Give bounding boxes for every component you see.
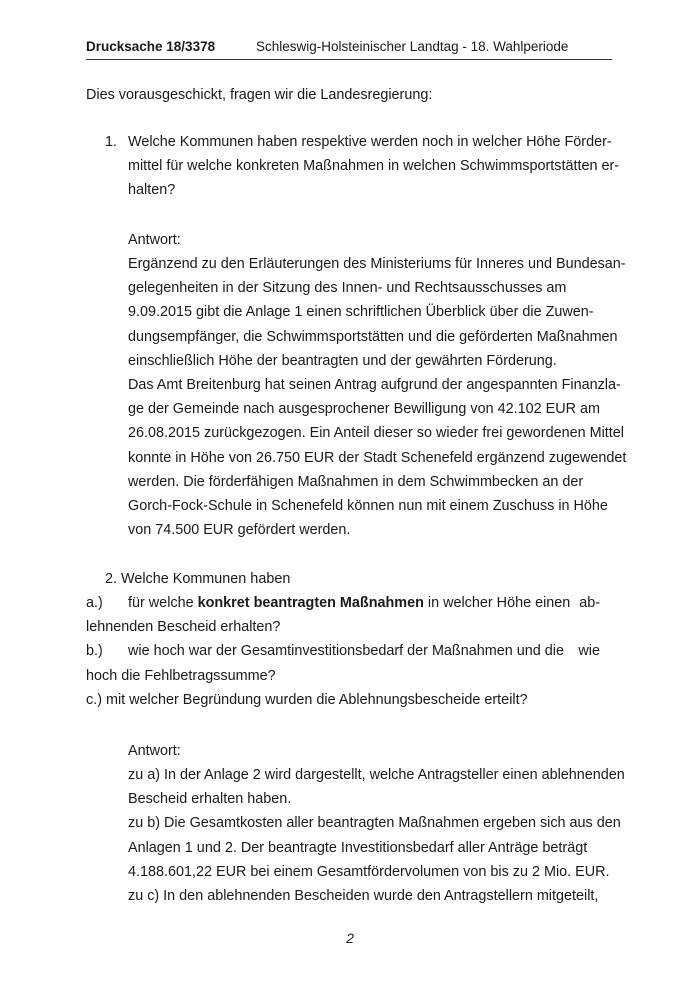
question-1-number: 1.	[105, 134, 118, 150]
answer-1-line: 9.09.2015 gibt die Anlage 1 einen schriftlichen Überblick über die Zuwen-	[128, 304, 594, 321]
answer-1-line: konnte in Höhe von 26.750 EUR der Stadt Schenefeld ergänzend zugewendet	[128, 449, 627, 466]
answer-1-line: Gorch-Fock-Schule in Schenefeld können nun mit einem Zuschuss in Höhe	[128, 497, 608, 514]
question-1-line: halten?	[128, 182, 176, 199]
question-2a-bold: konkret beantragten Maßnahmen	[197, 595, 424, 611]
answer-2-label: Antwort:	[128, 743, 181, 759]
answer-1-line: gelegenheiten in der Sitzung des Innen- und Rechtsausschusses am	[128, 280, 567, 297]
page-header	[86, 38, 612, 60]
question-2a	[86, 591, 600, 615]
answer-1-line: Das Amt Breitenburg hat seinen Antrag aufgrund der angespannten Finanzla-	[128, 376, 621, 393]
answer-2-line: zu c) In den ablehnenden Bescheiden wurde den Antragstellern mitgeteilt,	[128, 887, 599, 904]
answer-1-line: werden. Die förderfähigen Maßnahmen in dem Schwimmbecken an der	[128, 473, 584, 490]
answer-2-line: Anlagen 1 und 2. Der beantragte Investitionsbedarf aller Anträge beträgt	[128, 839, 588, 856]
answer-2-line: Bescheid erhalten haben.	[128, 791, 292, 808]
legislature-title: Schleswig-Holsteinischer Landtag - 18. Wahlperiode	[256, 39, 569, 54]
answer-1	[128, 252, 626, 542]
question-2b-label: b.)	[86, 643, 103, 660]
question-2a-post: in welcher Höhe einen	[423, 595, 571, 611]
question-2b-text: wie hoch war der Gesamtinvestitionsbedarf der Maßnahmen und die	[128, 643, 564, 660]
intro-text: Dies vorausgeschickt, fragen wir die Landesregierung:	[86, 87, 433, 103]
question-2b-tail: wie	[578, 643, 600, 660]
answer-2-line: zu b) Die Gesamtkosten aller beantragten Maßnahmen ergeben sich aus den	[128, 815, 621, 832]
answer-1-line: einschließlich Höhe der beantragten und der gewährten Förderung.	[128, 352, 557, 369]
answer-2	[128, 763, 625, 908]
answer-1-line: dungsempfänger, die Schwimmsportstätten und die geförderten Maßnahmen	[128, 328, 618, 345]
question-2c: c.) mit welcher Begründung wurden die Ablehnungsbescheide erteilt?	[86, 691, 528, 708]
answer-2-line: 4.188.601,22 EUR bei einem Gesamtfördervolumen von bis zu 2 Mio. EUR.	[128, 863, 610, 880]
question-2a-continuation: lehnenden Bescheid erhalten?	[86, 619, 281, 636]
question-2b	[86, 639, 600, 663]
question-1-line: Welche Kommunen haben respektive werden noch in welcher Höhe Förder-	[128, 134, 612, 150]
answer-1-line: ge der Gemeinde nach ausgesprochener Bewilligung von 42.102 EUR am	[128, 401, 600, 418]
page-number: 2	[346, 930, 354, 946]
question-2-heading: 2. Welche Kommunen haben	[105, 571, 291, 587]
question-2a-pre: für welche	[128, 595, 198, 611]
answer-1-line: Ergänzend zu den Erläuterungen des Ministeriums für Inneres und Bundesan-	[128, 256, 626, 272]
question-2a-label: a.)	[86, 595, 103, 611]
question-2a-tail: ab-	[579, 595, 600, 611]
question-1-line: mittel für welche konkreten Maßnahmen in welchen Schwimmsportstätten er-	[128, 158, 620, 175]
answer-2-line: zu a) In der Anlage 2 wird dargestellt, welche Antragsteller einen ablehnenden	[128, 767, 625, 783]
answer-1-label: Antwort:	[128, 232, 181, 248]
answer-1-line: 26.08.2015 zurückgezogen. Ein Anteil dieser so wieder frei gewordenen Mittel	[128, 425, 624, 442]
question-2a-text	[128, 591, 570, 615]
question-2-subitems	[86, 591, 600, 712]
document-number: Drucksache 18/3378	[86, 39, 216, 54]
question-2b-continuation: hoch die Fehlbetragssumme?	[86, 667, 276, 684]
answer-1-line: von 74.500 EUR gefördert werden.	[128, 522, 351, 539]
question-1	[128, 130, 619, 203]
